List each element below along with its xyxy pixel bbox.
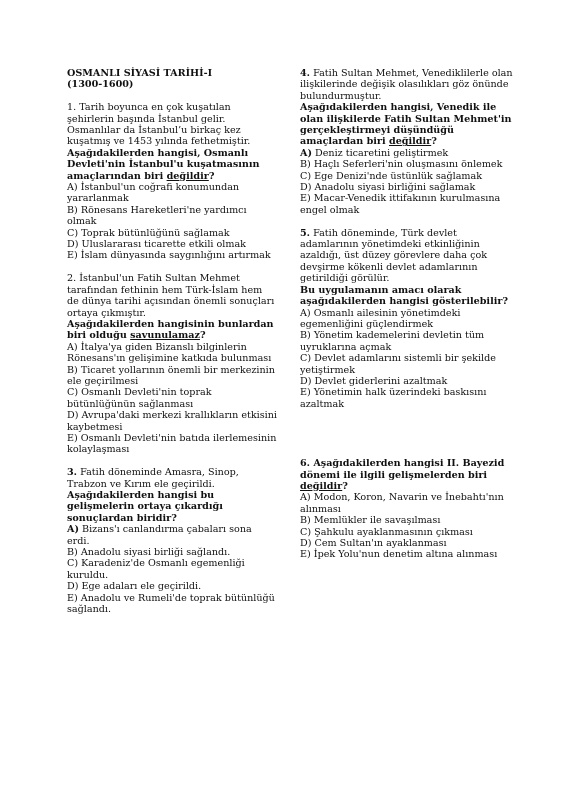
question-1 bbox=[67, 102, 277, 262]
question-2-option-d: D) Avrupa'daki merkezi krallıkların etkisini kaybetmesi bbox=[67, 410, 277, 433]
question-5-number: 5. bbox=[300, 227, 311, 239]
left-column bbox=[67, 68, 277, 615]
question-1-option-b: B) Rönesans Hareketleri'ne yardımcı olmak bbox=[67, 204, 247, 228]
question-1-stem-text: Aşağıdakilerden hangisi, Osmanlı Devleti'nin İstanbul'u kuşatmasının amaçlarından biri bbox=[67, 147, 260, 182]
question-6 bbox=[300, 458, 516, 561]
question-4-number: 4. bbox=[300, 68, 311, 79]
question-2-intro: 2. İstanbul'un Fatih Sultan Mehmet tarafından fethinin hem Türk-İslam hem de dünya tarihi açısından önemli sonuçları ortaya çıkmıştır. bbox=[67, 273, 275, 319]
question-4-option-c: C) Ege Denizi'nde üstünlük sağlamak bbox=[300, 170, 483, 182]
question-3-number: 3. bbox=[67, 467, 78, 479]
question-1-option-a: A) İstanbul'un coğrafi konumundan yararlanmak bbox=[67, 182, 240, 205]
document-title bbox=[67, 68, 277, 91]
question-2-option-e: E) Osmanlı Devleti'nin batıda ilerlemesinin kolaylaşması bbox=[67, 432, 277, 456]
question-1-stem-underlined: değildir bbox=[166, 170, 209, 182]
question-1-stem-end: ? bbox=[208, 170, 215, 182]
question-6-stem-underlined: değildir bbox=[300, 480, 343, 492]
title-line-2: (1300-1600) bbox=[67, 79, 134, 91]
question-3-option-a bbox=[67, 524, 277, 547]
question-2-stem-text: Aşağıdakilerden hangisinin bunlardan biri olduğu bbox=[67, 318, 274, 342]
question-5-option-b: B) Yönetim kademelerini devletin tüm uyruklarına açmak bbox=[300, 330, 485, 353]
question-4-intro bbox=[300, 68, 516, 102]
question-4-stem-end: ? bbox=[431, 136, 437, 148]
question-6-option-c: C) Şahkulu ayaklanmasının çıkması bbox=[300, 526, 473, 538]
question-5-stem: Bu uygulamanın amacı olarak aşağıdakilerden hangisi gösterilebilir? bbox=[300, 284, 509, 308]
question-1-option-d: D) Uluslararası ticarette etkili olmak bbox=[67, 239, 246, 251]
question-3-intro bbox=[67, 467, 277, 490]
question-1-stem bbox=[67, 148, 277, 182]
question-3-option-d: D) Ege adaları ele geçirildi. bbox=[67, 581, 202, 593]
question-4 bbox=[300, 68, 516, 216]
question-5 bbox=[300, 228, 516, 411]
question-1-option-c: C) Toprak bütünlüğünü sağlamak bbox=[67, 227, 230, 239]
question-5-intro-text: Fatih döneminde, Türk devlet adamlarının yönetimdeki etkinliğinin azaldığı, üst düzey görevlere daha çok devşirme kökenli devlet adamlarının getirildiği görülür. bbox=[300, 227, 488, 285]
question-4-stem-underlined: değildir bbox=[388, 136, 432, 148]
question-3-option-b: B) Anadolu siyasi birliği sağlandı. bbox=[67, 547, 231, 559]
title-line-1: OSMANLI SİYASİ TARİHİ-I bbox=[67, 68, 213, 79]
question-4-option-a bbox=[300, 148, 516, 159]
question-1-intro: 1. Tarih boyunca en çok kuşatılan şehirlerin başında İstanbul gelir. Osmanlılar da İstanbul’u birkaç kez kuşatmış ve 1453 yılında fethetmiştir. bbox=[67, 102, 251, 148]
question-4-option-e: E) Macar-Venedik ittifakının kurulmasına engel olmak bbox=[300, 193, 501, 216]
question-6-stem-text: 6. Aşağıdakilerden hangisi II. Bayezid dönemi ile ilgili gelişmelerden biri bbox=[300, 458, 505, 481]
question-4-stem bbox=[300, 102, 516, 148]
question-2-stem-underlined: savunulamaz bbox=[130, 330, 200, 342]
question-3-option-a-text: Bizans'ı canlandırma çabaları sona erdi. bbox=[67, 524, 252, 547]
question-4-option-a-text: Deniz ticaretini geliştirmek bbox=[311, 147, 449, 159]
question-4-stem-text: Aşağıdakilerden hangisi, Venedik ile olan ilişkilerde Fatih Sultan Mehmet'in gerçekleştirmeyi düşündüğü amaçlardan biri bbox=[300, 102, 512, 148]
question-6-option-a: A) Modon, Koron, Navarin ve İnebahtı'nın alınması bbox=[300, 492, 504, 515]
question-4-option-b: B) Haçlı Seferleri'nin oluşmasını önlemek bbox=[300, 159, 503, 171]
question-5-option-e: E) Yönetimin halk üzerindeki baskısını azaltmak bbox=[300, 387, 487, 410]
question-3 bbox=[67, 467, 277, 615]
question-4-option-a-letter: A) bbox=[300, 147, 312, 159]
question-6-option-e: E) İpek Yolu'nun denetim altına alınması bbox=[300, 549, 498, 561]
question-6-stem-end: ? bbox=[342, 480, 348, 492]
question-2-option-b: B) Ticaret yollarının önemli bir merkezinin ele geçirilmesi bbox=[67, 364, 275, 387]
question-5-option-c: C) Devlet adamlarını sistemli bir şekilde yetiştirmek bbox=[300, 353, 496, 376]
question-6-option-d: D) Cem Sultan'ın ayaklanması bbox=[300, 538, 447, 550]
question-4-option-d: D) Anadolu siyasi birliğini sağlamak bbox=[300, 182, 476, 194]
question-3-option-a-letter: A) bbox=[67, 524, 79, 536]
question-5-intro bbox=[300, 228, 516, 285]
question-2-option-c: C) Osmanlı Devleti'nin toprak bütünlüğünün sağlanması bbox=[67, 387, 212, 410]
question-1-option-e: E) İslam dünyasında saygınlığını artırmak bbox=[67, 250, 271, 262]
question-5-option-a: A) Osmanlı ailesinin yönetimdeki egemenliğini güçlendirmek bbox=[300, 307, 461, 330]
question-3-option-e: E) Anadolu ve Rumeli'de toprak bütünlüğü sağlandı. bbox=[67, 592, 275, 616]
question-2-option-a: A) İtalya'ya giden Bizanslı bilginlerin Rönesans'ın gelişimine katkıda bulunması bbox=[67, 341, 272, 365]
question-6-stem bbox=[300, 458, 516, 492]
question-3-stem: Aşağıdakilerden hangisi bu gelişmelerin ortaya çıkardığı sonuçlardan biridir? bbox=[67, 489, 223, 524]
question-6-option-b: B) Memlükler ile savaşılması bbox=[300, 515, 441, 527]
question-3-intro-text: Fatih döneminde Amasra, Sinop, Trabzon ve Kırım ele geçirildi. bbox=[67, 467, 239, 490]
right-column bbox=[300, 68, 516, 561]
question-2 bbox=[67, 273, 277, 456]
question-3-option-c: C) Karadeniz'de Osmanlı egemenliği kuruldu. bbox=[67, 558, 245, 581]
question-2-stem-end: ? bbox=[199, 330, 206, 342]
question-4-intro-text: Fatih Sultan Mehmet, Venediklilerle olan ilişkilerinde değişik olasılıkları göz önünde bulundurmuştur. bbox=[300, 68, 513, 102]
question-5-option-d: D) Devlet giderlerini azaltmak bbox=[300, 375, 448, 387]
question-2-stem bbox=[67, 319, 277, 342]
